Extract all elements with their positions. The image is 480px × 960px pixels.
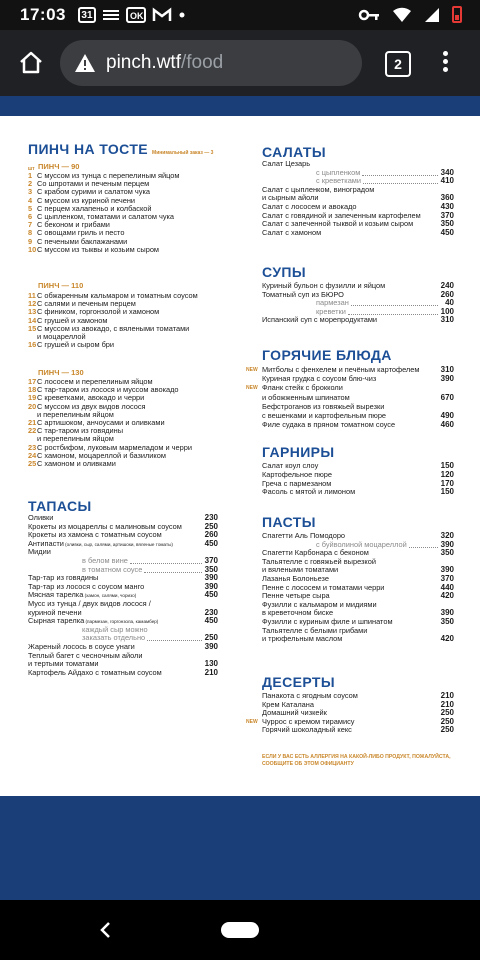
item-name: в томатном соусе bbox=[82, 564, 143, 574]
section-title: ГОРЯЧИЕ БЛЮДА bbox=[262, 347, 392, 363]
dot-leader bbox=[363, 177, 438, 184]
item-price: 420 bbox=[440, 591, 454, 601]
menu-item bbox=[262, 709, 454, 717]
item-name: пармезан bbox=[316, 298, 349, 308]
tab-switcher-button[interactable]: 2 bbox=[385, 51, 411, 77]
item-name: Панакота с ягодным соусом bbox=[262, 691, 358, 700]
item-name: Крокеты из моцареллы с малиновым соусом bbox=[28, 521, 182, 531]
item-price: 350 bbox=[204, 564, 218, 574]
menu-item bbox=[262, 592, 454, 600]
item-name: С перцем халапеньо и колбаской bbox=[37, 203, 152, 213]
item-price: 450 bbox=[440, 227, 454, 237]
item-price bbox=[148, 626, 162, 634]
item-number: 20 bbox=[28, 401, 37, 411]
item-number: 11 bbox=[28, 291, 36, 300]
item-name: С лососем и перепелиным яйцом bbox=[37, 377, 153, 386]
menu-item bbox=[262, 549, 454, 557]
dot-leader bbox=[362, 169, 438, 176]
item-price: 260 bbox=[440, 289, 454, 299]
home-gesture-pill[interactable] bbox=[221, 922, 259, 938]
item-name: С муссом из куриной печени bbox=[37, 195, 136, 205]
item-number: 8 bbox=[28, 228, 33, 238]
item-name: С хамоном, моцареллой и базиликом bbox=[37, 450, 166, 460]
section-title: ПАСТЫ bbox=[262, 514, 316, 530]
item-price: 460 bbox=[440, 420, 454, 430]
item-name: с креветками bbox=[316, 176, 362, 186]
news-icon bbox=[102, 8, 120, 22]
item-name: Тар-тар из лосося с соусом манго bbox=[28, 581, 145, 591]
url-domain: pinch.wtf bbox=[106, 52, 181, 73]
item-number: 23 bbox=[28, 442, 37, 452]
item-name: и моцареллой bbox=[37, 332, 86, 341]
menu-item bbox=[262, 532, 454, 540]
menu-item bbox=[28, 643, 218, 651]
menu-item bbox=[262, 462, 454, 470]
item-description: (оливки, сыр, салями, артишоки, вяленые томаты) bbox=[63, 541, 173, 547]
item-number: 6 bbox=[28, 212, 33, 221]
dot-leader bbox=[130, 557, 202, 564]
system-nav-bar bbox=[0, 900, 480, 960]
item-name: заказать отдельно bbox=[82, 633, 146, 643]
item-name: и вялеными томатами bbox=[262, 565, 339, 575]
dot-leader bbox=[147, 634, 202, 641]
pinch-item bbox=[28, 341, 218, 349]
item-number: 21 bbox=[28, 418, 37, 427]
item-price: 390 bbox=[440, 565, 454, 575]
menu-item bbox=[28, 600, 218, 608]
menu-item bbox=[262, 394, 454, 402]
item-name: С печеными баклажанами bbox=[37, 236, 128, 246]
item-price: 100 bbox=[440, 306, 454, 316]
menu-item bbox=[262, 203, 454, 211]
item-price: 350 bbox=[440, 219, 454, 229]
item-name: С беконом и грибами bbox=[37, 220, 110, 230]
item-price: 390 bbox=[440, 539, 454, 549]
price-group: ПИНЧ — 90 bbox=[38, 162, 80, 171]
item-name: Томатный суп из БЮРО bbox=[262, 289, 344, 299]
price-group: ПИНЧ — 130 bbox=[38, 368, 84, 377]
item-price bbox=[204, 600, 218, 608]
item-name: Картофель Айдахо с томатным соусом bbox=[28, 667, 162, 677]
item-price: 40 bbox=[445, 298, 454, 308]
menu-item bbox=[262, 220, 454, 228]
item-description: (пармезан, горгонзола, камамбер) bbox=[84, 619, 159, 625]
item-name: Филе судака в пряном томатном соусе bbox=[262, 420, 396, 430]
item-price bbox=[440, 384, 454, 392]
item-name: С обжаренным кальмаром и томатным соусом bbox=[37, 291, 198, 300]
browser-toolbar bbox=[0, 30, 480, 96]
item-price bbox=[440, 160, 454, 168]
item-price: 230 bbox=[204, 513, 218, 522]
section-title: ПИНЧ НА ТОСТЕ Минимальный заказ — 3 шт bbox=[28, 141, 214, 172]
item-price: 390 bbox=[204, 581, 218, 591]
menu-item bbox=[262, 618, 454, 626]
item-price: 250 bbox=[204, 633, 218, 643]
item-number: 9 bbox=[28, 236, 33, 246]
item-name: С муссом из двух видов лосося bbox=[37, 401, 146, 411]
menu-item bbox=[262, 471, 454, 479]
pinch-item bbox=[28, 246, 218, 254]
item-name: С хамоном и оливками bbox=[37, 459, 116, 468]
cell-signal-icon bbox=[424, 7, 440, 23]
item-name: Оливки bbox=[28, 513, 54, 522]
item-price: 370 bbox=[204, 556, 218, 565]
url-path: /food bbox=[180, 52, 224, 73]
item-number: 15 bbox=[28, 323, 37, 333]
new-badge: NEW bbox=[246, 718, 258, 725]
item-price: 390 bbox=[440, 374, 454, 384]
menu-item bbox=[262, 412, 454, 420]
menu-item bbox=[262, 282, 454, 290]
item-name: Чуррос с кремом тирамису bbox=[262, 716, 355, 726]
item-price: 250 bbox=[440, 708, 454, 718]
item-name: Картофельное пюре bbox=[262, 469, 333, 479]
item-name: Мидии bbox=[28, 547, 51, 557]
home-icon[interactable] bbox=[18, 50, 44, 76]
item-name: Сырная тарелка (пармезан, горгонзола, камамбер) bbox=[28, 616, 159, 626]
item-number: 14 bbox=[28, 315, 37, 325]
item-name: Пенне четыре сыра bbox=[262, 591, 330, 601]
item-name: и сырным айоли bbox=[262, 193, 319, 203]
item-price: 350 bbox=[440, 617, 454, 626]
item-name: Тальятелле с говяжьей вырезкой bbox=[262, 556, 376, 566]
item-price: 320 bbox=[440, 531, 454, 540]
menu-item bbox=[262, 160, 454, 168]
item-name: Спагетти Карбонара с беконом bbox=[262, 548, 369, 558]
item-price: 210 bbox=[204, 667, 218, 677]
section-title: СУПЫ bbox=[262, 264, 307, 280]
item-name: Испанский суп с морепродуктами bbox=[262, 315, 378, 325]
item-name: С креветками, авокадо и черри bbox=[37, 393, 145, 403]
item-name: с буйволиной моцареллой bbox=[316, 539, 407, 549]
item-price: 240 bbox=[440, 281, 454, 290]
item-number: 19 bbox=[28, 393, 37, 403]
item-name: Салат с хамоном bbox=[262, 227, 322, 237]
item-number: 22 bbox=[28, 426, 37, 436]
clock: 17:03 bbox=[20, 5, 66, 24]
notification-icons bbox=[78, 7, 186, 23]
item-name: Салат коул слоу bbox=[262, 461, 319, 470]
item-name: и трюфельным маслом bbox=[262, 634, 343, 644]
dot-leader bbox=[351, 299, 438, 306]
menu-item bbox=[262, 177, 454, 185]
item-number: 17 bbox=[28, 377, 37, 386]
item-name: в креветочном биске bbox=[262, 608, 334, 618]
wifi-icon bbox=[392, 7, 412, 23]
calendar-icon: 31 bbox=[78, 7, 96, 23]
menu-item bbox=[262, 316, 454, 324]
item-name: С фиником, горгонзолой и хамоном bbox=[37, 307, 160, 317]
item-name: Крокеты из хамона с томатным соусом bbox=[28, 530, 162, 540]
item-name: Куриный бульон с фузилли и яйцом bbox=[262, 281, 386, 290]
menu-item bbox=[262, 421, 454, 429]
item-number: 16 bbox=[28, 340, 37, 350]
battery-low-icon bbox=[452, 6, 462, 23]
address-bar[interactable] bbox=[60, 40, 362, 86]
gmail-icon bbox=[152, 7, 172, 23]
section-title: ДЕСЕРТЫ bbox=[262, 674, 335, 690]
item-name: куриной печени bbox=[28, 607, 82, 617]
item-name: С салями и печеным перцем bbox=[37, 299, 136, 309]
menu-item bbox=[28, 531, 218, 539]
menu-item bbox=[262, 403, 454, 411]
item-name: Бефстроганов из говяжьей вырезки bbox=[262, 401, 385, 411]
menu-item bbox=[246, 365, 454, 374]
allergy-note: ЕСЛИ У ВАС ЕСТЬ АЛЛЕРГИЯ НА КАКОЙ-ЛИБО ПРОДУКТ, ПОЖАЛУЙСТА, СООБЩИТЕ ОБ ЭТОМ ОФИЦИАНТУ bbox=[262, 754, 451, 767]
item-price bbox=[440, 403, 454, 411]
menu-item bbox=[262, 229, 454, 237]
item-name: Салат с цыпленком, виноградом bbox=[262, 184, 375, 194]
item-price: 310 bbox=[440, 365, 454, 374]
item-price: 210 bbox=[440, 699, 454, 709]
item-price: 410 bbox=[440, 176, 454, 186]
item-name: Пенне с лососем и томатами черри bbox=[262, 582, 385, 592]
item-price: 150 bbox=[440, 461, 454, 470]
item-description: (хамон, салями, чоризо) bbox=[83, 593, 137, 599]
item-name: Митболы с фенхелем и печёным картофелем bbox=[262, 365, 420, 374]
menu-item bbox=[262, 299, 454, 307]
item-name: Лазанья Болоньезе bbox=[262, 574, 329, 583]
item-name: Салат с говядиной и запеченным картофелем bbox=[262, 210, 421, 220]
item-price: 250 bbox=[204, 521, 218, 531]
item-price: 120 bbox=[440, 469, 454, 479]
item-number: 18 bbox=[28, 385, 37, 395]
section-title: ТАПАСЫ bbox=[28, 498, 92, 514]
item-name: с цыпленком bbox=[316, 167, 361, 177]
item-number: 5 bbox=[28, 203, 33, 213]
item-name: и перепелиным яйцом bbox=[37, 409, 114, 419]
item-price: 430 bbox=[440, 202, 454, 211]
item-name: креветки bbox=[316, 306, 346, 316]
top-blue-band bbox=[0, 96, 480, 116]
item-price: 450 bbox=[204, 590, 218, 600]
item-price: 260 bbox=[204, 530, 218, 540]
item-price: 390 bbox=[204, 642, 218, 651]
back-icon[interactable] bbox=[96, 920, 116, 940]
item-price: 420 bbox=[440, 634, 454, 644]
url-text[interactable] bbox=[106, 52, 223, 74]
new-badge: NEW bbox=[246, 385, 258, 392]
menu-item bbox=[246, 383, 454, 393]
item-name: с вешенками и картофельным пюре bbox=[262, 411, 387, 420]
item-price: 370 bbox=[440, 574, 454, 583]
item-name: С муссом из тыквы и козьим сыром bbox=[37, 244, 160, 254]
item-name: и тертыми томатами bbox=[28, 659, 99, 669]
dot-leader bbox=[409, 541, 438, 548]
item-name: Куриная грудка с соусом блю-чиз bbox=[262, 374, 377, 384]
menu-item bbox=[262, 480, 454, 488]
item-name: Фузилли с куриным филе и шпинатом bbox=[262, 617, 393, 626]
menu-item bbox=[262, 726, 454, 734]
item-name: Со шпротами и печеным перцем bbox=[37, 179, 150, 189]
item-name: Теплый багет с чесночным айоли bbox=[28, 650, 143, 660]
item-name: Салат Цезарь bbox=[262, 159, 311, 168]
section-title: ГАРНИРЫ bbox=[262, 444, 335, 460]
menu-item bbox=[28, 514, 218, 522]
item-name: Крем Каталана bbox=[262, 699, 314, 709]
pinch-item bbox=[28, 460, 218, 468]
item-name: С муссом из авокадо, с вялеными томатами bbox=[37, 323, 190, 333]
menu-item bbox=[28, 660, 218, 668]
item-name: Салат с лососем и авокадо bbox=[262, 202, 357, 211]
item-number: 1 bbox=[28, 171, 33, 180]
item-price: 370 bbox=[440, 210, 454, 220]
menu-item bbox=[262, 692, 454, 700]
item-price: 350 bbox=[440, 548, 454, 558]
new-badge: NEW bbox=[246, 367, 258, 373]
item-name: С ростбифом, луковым мармеладом и черри bbox=[37, 442, 192, 452]
item-price: 440 bbox=[440, 582, 454, 592]
item-name: и обожженным шпинатом bbox=[262, 392, 350, 402]
item-price: 390 bbox=[204, 573, 218, 583]
item-price: 130 bbox=[204, 659, 218, 669]
item-name: Салат с запеченной тыквой и козьим сыром bbox=[262, 219, 414, 229]
item-name: и перепелиным яйцом bbox=[37, 434, 114, 444]
item-name: в белом вине bbox=[82, 556, 128, 565]
item-name: Тальятелле с белыми грибами bbox=[262, 625, 368, 635]
item-name: С овощами гриль и песто bbox=[37, 228, 125, 238]
dot-icon bbox=[178, 11, 186, 19]
menu-item bbox=[262, 488, 454, 496]
price-group: ПИНЧ — 110 bbox=[38, 281, 84, 290]
menu-item bbox=[28, 557, 218, 565]
item-price: 340 bbox=[440, 167, 454, 177]
status-bar bbox=[0, 0, 480, 30]
item-name: С грушей и сыром бри bbox=[37, 340, 115, 350]
item-number: 24 bbox=[28, 450, 37, 460]
menu-item bbox=[28, 669, 218, 677]
item-name: Фузилли с кальмаром и мидиями bbox=[262, 599, 377, 609]
menu-item bbox=[262, 635, 454, 643]
item-name: Горячий шоколадный кекс bbox=[262, 725, 352, 735]
item-price: 360 bbox=[440, 193, 454, 203]
svg-text:OK: OK bbox=[129, 11, 144, 21]
item-number: 13 bbox=[28, 307, 37, 317]
item-price: 450 bbox=[204, 616, 218, 626]
item-name: С тар-таром из лосося и муссом авокадо bbox=[37, 385, 179, 395]
dot-leader bbox=[348, 308, 438, 315]
menu-item bbox=[262, 375, 454, 383]
item-name: Жареный лосось в соусе унаги bbox=[28, 642, 135, 651]
item-price: 250 bbox=[440, 725, 454, 735]
item-name: Фланк стейк с брокколи bbox=[262, 383, 343, 393]
item-price: 490 bbox=[440, 411, 454, 420]
item-name: Домашний чизкейк bbox=[262, 708, 327, 718]
item-price: 250 bbox=[440, 716, 454, 726]
item-name: Тар-тар из говядины bbox=[28, 573, 99, 583]
ok-app-icon bbox=[126, 7, 146, 23]
bottom-blue-band bbox=[0, 796, 480, 900]
item-name: Спагетти Аль Помодоро bbox=[262, 531, 346, 540]
item-name: С крабом сурими и салатом чука bbox=[37, 187, 150, 197]
item-name: С цыпленком, томатами и салатом чука bbox=[37, 212, 175, 221]
menu-page bbox=[0, 96, 480, 900]
item-price: 170 bbox=[440, 478, 454, 488]
item-name: Антипасти (оливки, сыр, салями, артишоки, вяленые томаты) bbox=[28, 538, 173, 548]
item-number: 4 bbox=[28, 195, 33, 205]
item-name: каждый сыр можно bbox=[82, 624, 148, 634]
section-title: САЛАТЫ bbox=[262, 144, 326, 160]
item-price: 450 bbox=[204, 538, 218, 548]
item-name: С тар-таром из говядины bbox=[37, 426, 124, 436]
overflow-menu-icon[interactable] bbox=[440, 48, 450, 78]
item-name: Фасоль с мятой и лимоном bbox=[262, 487, 356, 497]
item-number: 12 bbox=[28, 299, 37, 309]
menu-item bbox=[262, 575, 454, 583]
item-price: 390 bbox=[440, 608, 454, 618]
item-price: 310 bbox=[440, 315, 454, 325]
item-number: 7 bbox=[28, 220, 33, 230]
item-price: 230 bbox=[204, 607, 218, 617]
item-name: С артишоком, анчоусами и оливками bbox=[37, 418, 165, 427]
item-number: 25 bbox=[28, 459, 37, 468]
item-price: 210 bbox=[440, 691, 454, 700]
vpn-key-icon bbox=[358, 8, 380, 22]
menu-item bbox=[262, 291, 454, 299]
item-name: С грушей и хамоном bbox=[37, 315, 108, 325]
dot-leader bbox=[144, 566, 202, 573]
item-number: 2 bbox=[28, 179, 33, 189]
item-number: 10 bbox=[28, 244, 37, 254]
min-order-note: Минимальный заказ — 3 шт bbox=[28, 150, 214, 172]
item-name: Мясная тарелка (хамон, салями, чоризо) bbox=[28, 590, 137, 600]
menu-item bbox=[28, 574, 218, 582]
not-secure-warning-icon[interactable] bbox=[74, 52, 96, 74]
item-price: 670 bbox=[440, 392, 454, 402]
item-price: 150 bbox=[440, 487, 454, 497]
item-name: Греча с пармезаном bbox=[262, 478, 332, 488]
item-number: 3 bbox=[28, 187, 33, 197]
item-name: Мусс из тунца / двух видов лосося / bbox=[28, 599, 151, 608]
item-name: С муссом из тунца с перепелиным яйцом bbox=[37, 171, 180, 180]
